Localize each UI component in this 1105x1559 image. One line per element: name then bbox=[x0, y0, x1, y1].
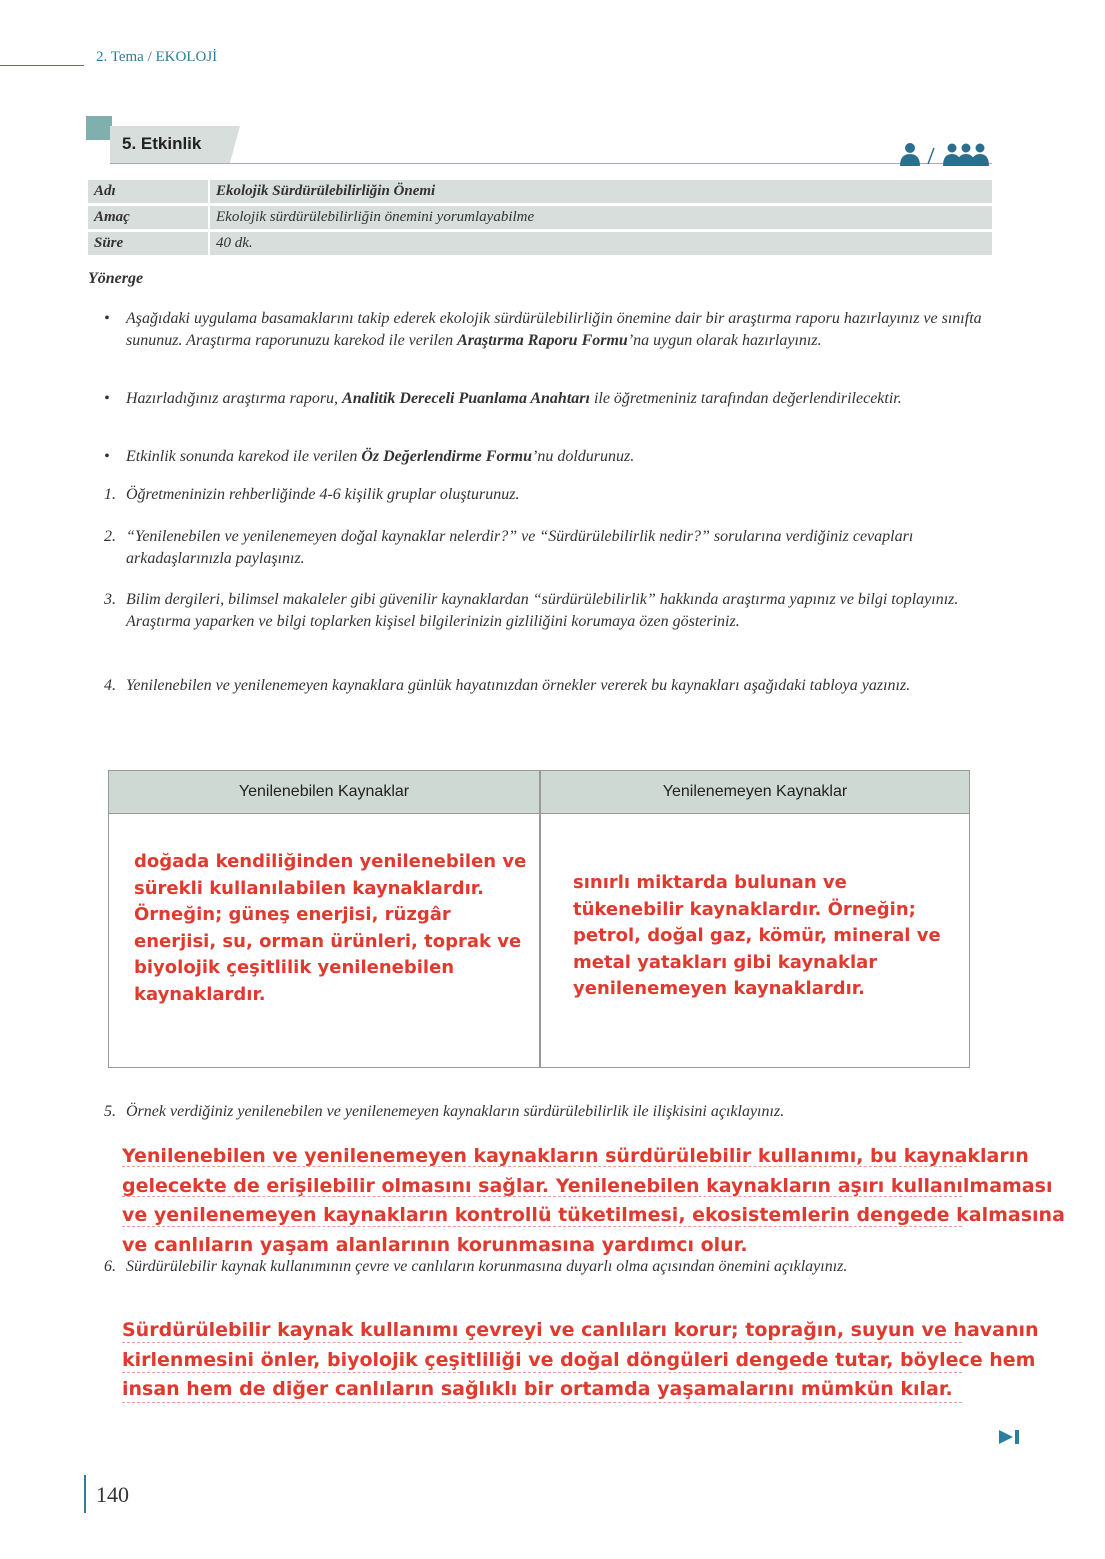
info-key: Süre bbox=[88, 231, 208, 255]
page-number: 140 bbox=[96, 1482, 129, 1507]
nonrenewable-header: Yenilenemeyen Kaynaklar bbox=[662, 783, 848, 800]
info-value: Ekolojik sürdürülebilirliğin önemini yorumlayabilme bbox=[208, 205, 992, 229]
step-item bbox=[104, 589, 984, 633]
step-number: 3. bbox=[104, 591, 116, 608]
footer-rule bbox=[84, 1475, 86, 1513]
step-number: 4. bbox=[104, 677, 116, 694]
bullet-marker: • bbox=[104, 448, 110, 465]
bullet-item: • Etkinlik sonunda karekod ile verilen Öz Değerlendirme Formu’nu doldurunuz. bbox=[104, 446, 984, 468]
step-item bbox=[104, 484, 984, 506]
bullet-item: • Aşağıdaki uygulama basamaklarını takip ederek ekolojik sürdürülebilirliğin önemine dair bir araştırma raporu hazırlayınız ve sınıfta sununuz. Araştırma raporunuzu karekod ile verilen Araştırma Raporu Formu’na uygun olarak hazırlayınız. bbox=[104, 310, 982, 349]
step-item bbox=[104, 1256, 984, 1278]
form-name: Araştırma Raporu Formu bbox=[457, 332, 628, 349]
step-number: 1. bbox=[104, 486, 116, 503]
column-divider bbox=[539, 771, 541, 1067]
info-row bbox=[88, 205, 992, 229]
info-row bbox=[88, 179, 992, 203]
individual-group-icon bbox=[898, 142, 992, 166]
step-text: Yenilenebilen ve yenilenemeyen kaynaklara günlük hayatınızdan örnekler vererek bu kaynakları aşağıdaki tabloya yazınız. bbox=[126, 677, 911, 694]
step-item bbox=[104, 675, 984, 697]
step-number: 5. bbox=[104, 1103, 116, 1120]
info-value: Ekolojik Sürdürülebilirliğin Önemi bbox=[208, 179, 992, 203]
step-text: Bilim dergileri, bilimsel makaleler gibi güvenilir kaynaklardan “sürdürülebilirlik” hakkında araştırma yapınız ve bilgi toplayınız. Araştırma yaparken ve bilgi toplarken kişisel bilgilerinizin gizliliğini korumaya özen gösteriniz. bbox=[126, 591, 959, 630]
form-name: Öz Değerlendirme Formu bbox=[361, 448, 533, 465]
bullet-marker: • bbox=[104, 310, 110, 327]
rubric-name: Analitik Dereceli Puanlama Anahtarı bbox=[342, 390, 590, 407]
step-text: “Yenilenebilen ve yenilenemeyen doğal kaynaklar nelerdir?” ve “Sürdürülebilirlik nedir?” sorularına verdiğiniz cevapları arkadaşlarınızla paylaşınız. bbox=[126, 528, 914, 567]
step-text: Örnek verdiğiniz yenilenebilen ve yenilenemeyen kaynakların sürdürülebilirlik ile ilişkisini açıklayınız. bbox=[126, 1103, 785, 1120]
instructions-heading: Yönerge bbox=[88, 270, 144, 287]
next-page-icon[interactable] bbox=[999, 1428, 1021, 1446]
bullet-marker: • bbox=[104, 390, 110, 407]
chapter-header: 2. Tema / EKOLOJİ bbox=[96, 49, 218, 65]
header-rule bbox=[0, 65, 84, 66]
activity-title: 5. Etkinlik bbox=[122, 134, 202, 153]
step-item bbox=[104, 526, 984, 570]
bullet-item: • Hazırladığınız araştırma raporu, Analitik Dereceli Puanlama Anahtarı ile öğretmeniniz tarafından değerlendirilecektir. bbox=[104, 388, 984, 410]
renewable-header: Yenilenebilen Kaynaklar bbox=[238, 783, 410, 800]
nonrenewable-answer: sınırlı miktarda bulunan ve tükenebilir kaynaklardır. Örneğin; petrol, doğal gaz, kömür, mineral ve metal yatakları gibi kaynaklar yenilenemeyen kaynaklardır. bbox=[573, 872, 941, 999]
answer-5: Yenilenebilen ve yenilenemeyen kaynakların sürdürülebilir kullanımı, bu kaynakların gelecekte de erişilebilir olmasını sağlar. Yenilenebilen kaynakların aşırı kullanılmaması ve yenilenemeyen kaynakların kontrollü tüketilmesi, ekosistemlerin dengede kalmasına ve canlıların yaşam alanlarının korunmasına yardımcı olur. bbox=[122, 1145, 1065, 1256]
step-number: 2. bbox=[104, 528, 116, 545]
activity-rule bbox=[110, 163, 992, 164]
step-number: 6. bbox=[104, 1258, 116, 1275]
info-key: Adı bbox=[88, 179, 208, 203]
step-text: Sürdürülebilir kaynak kullanımının çevre ve canlıların korunmasına duyarlı olma açısından önemini açıklayınız. bbox=[126, 1258, 848, 1275]
activity-marker bbox=[86, 116, 112, 140]
answer-6: Sürdürülebilir kaynak kullanımı çevreyi ve canlıları korur; toprağın, suyun ve havanın kirlenmesini önler, biyolojik çeşitliliği ve doğal döngüleri dengede tutar, böylece hem insan hem de diğer canlıların sağlıklı bir ortamda yaşamalarını mümkün kılar. bbox=[122, 1319, 1039, 1400]
activity-info-table bbox=[88, 177, 992, 257]
step-text: Öğretmeninizin rehberliğinde 4-6 kişilik gruplar oluşturunuz. bbox=[126, 486, 520, 503]
info-row bbox=[88, 231, 992, 255]
info-key: Amaç bbox=[88, 205, 208, 229]
renewable-answer: doğada kendiliğinden yenilenebilen ve sürekli kullanılabilen kaynaklardır. Örneğin; güneş enerjisi, rüzgâr enerjisi, su, orman ürünleri, toprak ve biyolojik çeşitlilik yenilenebilen kaynaklardır. bbox=[134, 851, 527, 1005]
step-item bbox=[104, 1101, 984, 1123]
info-value: 40 dk. bbox=[208, 231, 992, 255]
